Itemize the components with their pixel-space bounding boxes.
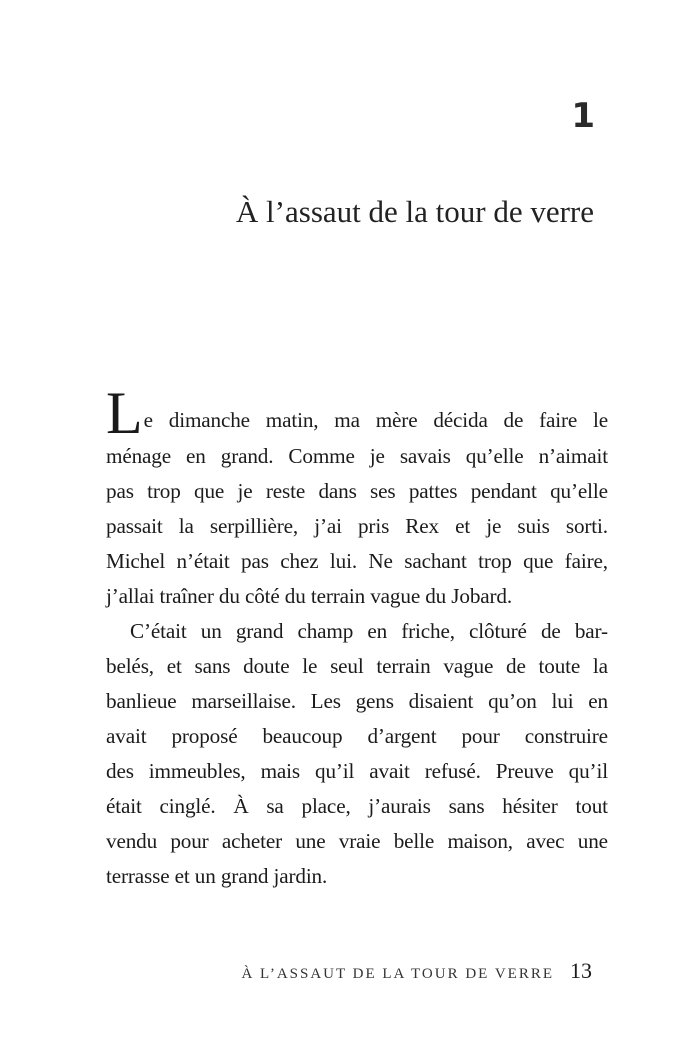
word: qu’il xyxy=(315,759,355,783)
word: serpillière, xyxy=(209,514,299,538)
word: n’aimait xyxy=(538,444,608,468)
text-line xyxy=(106,509,608,544)
text-line xyxy=(106,824,608,859)
word: qu’elle xyxy=(550,479,608,503)
word: j’ai xyxy=(314,514,342,538)
word: qu’elle xyxy=(465,444,524,468)
word: bar- xyxy=(574,619,608,643)
word: refusé. xyxy=(424,759,481,783)
text-line xyxy=(106,579,608,614)
text-line xyxy=(106,754,608,789)
word: grand xyxy=(235,619,284,643)
word: pris xyxy=(357,514,390,538)
word: pattes xyxy=(408,479,458,503)
word: sachant xyxy=(404,549,467,573)
word: et xyxy=(455,514,471,538)
word: sa xyxy=(266,794,284,818)
text-line xyxy=(144,403,608,438)
word: proposé xyxy=(171,724,238,748)
text-line xyxy=(106,614,608,649)
word: le xyxy=(302,654,318,678)
word: beaucoup xyxy=(262,724,343,748)
word: mère xyxy=(375,408,418,432)
word: une xyxy=(295,829,326,853)
word: en xyxy=(186,444,206,468)
word: était xyxy=(106,794,142,818)
running-footer xyxy=(241,958,592,984)
running-title: À L’ASSAUT DE LA TOUR DE VERRE xyxy=(241,966,554,982)
word: grand xyxy=(220,864,274,888)
word: vraie xyxy=(338,829,381,853)
word: jardin. xyxy=(273,864,328,888)
text-line xyxy=(106,789,608,824)
word: ma xyxy=(334,408,360,432)
word: suis xyxy=(517,514,550,538)
word: immeubles, xyxy=(148,759,246,783)
word: du xyxy=(218,584,245,608)
word: sans xyxy=(194,654,231,678)
word: Ne xyxy=(368,549,393,573)
word: Preuve xyxy=(495,759,554,783)
text-line xyxy=(106,719,608,754)
word: je xyxy=(237,479,253,503)
word: la xyxy=(592,654,608,678)
word: maison, xyxy=(447,829,513,853)
word: avait xyxy=(369,759,410,783)
word: qu’il xyxy=(568,759,608,783)
word: toute xyxy=(538,654,581,678)
word: de xyxy=(506,654,526,678)
word: pas xyxy=(241,549,269,573)
word: Les xyxy=(310,689,341,713)
word: chez xyxy=(280,549,319,573)
page-number: 13 xyxy=(570,958,592,983)
word: clôturé xyxy=(469,619,527,643)
word: de xyxy=(503,408,524,432)
word: que xyxy=(523,549,554,573)
word: lui. xyxy=(329,549,357,573)
word: qu’on xyxy=(488,689,537,713)
word: dimanche xyxy=(168,408,250,432)
word: disaient xyxy=(408,689,474,713)
word: j’allai xyxy=(106,584,160,608)
word: vague xyxy=(443,654,494,678)
word: en xyxy=(588,689,608,713)
word: sans xyxy=(448,794,485,818)
word: marseillaise. xyxy=(191,689,296,713)
word: terrain xyxy=(310,584,371,608)
text-line xyxy=(106,439,608,474)
word: j’aurais xyxy=(368,794,431,818)
word: mais xyxy=(260,759,300,783)
word: terrasse xyxy=(106,864,175,888)
word: Rex xyxy=(405,514,439,538)
word: décida xyxy=(433,408,488,432)
word: ses xyxy=(370,479,396,503)
word: Jobard. xyxy=(451,584,513,608)
word: et xyxy=(166,654,182,678)
word: seul xyxy=(330,654,364,678)
word: gens xyxy=(355,689,394,713)
word: hésiter xyxy=(502,794,558,818)
word: passait xyxy=(106,514,163,538)
word: je xyxy=(369,444,385,468)
word: pendant xyxy=(470,479,537,503)
word: la xyxy=(178,514,194,538)
word: d’argent xyxy=(367,724,437,748)
word: lui xyxy=(551,689,574,713)
word: friche, xyxy=(401,619,455,643)
word: matin, xyxy=(265,408,319,432)
text-line xyxy=(106,474,608,509)
word: une xyxy=(577,829,608,853)
word: du xyxy=(425,584,452,608)
word: belés, xyxy=(106,654,154,678)
word: faire, xyxy=(564,549,608,573)
word: champ xyxy=(297,619,354,643)
text-line xyxy=(106,684,608,719)
drop-cap: L xyxy=(106,380,143,446)
word: Comme xyxy=(288,444,355,468)
word: un xyxy=(194,864,221,888)
word: de xyxy=(540,619,561,643)
word: du xyxy=(284,584,311,608)
word: des xyxy=(106,759,134,783)
word: que xyxy=(194,479,225,503)
word: terrain xyxy=(376,654,431,678)
word: avait xyxy=(106,724,147,748)
word: banlieue xyxy=(106,689,177,713)
word: le xyxy=(593,408,608,432)
word: pour xyxy=(461,724,500,748)
word: n’était xyxy=(176,549,230,573)
word: ménage xyxy=(106,444,171,468)
word: pas xyxy=(106,479,134,503)
first-line xyxy=(106,380,608,446)
body-text xyxy=(106,380,608,894)
word: un xyxy=(200,619,222,643)
word: e xyxy=(143,408,153,432)
word: tout xyxy=(575,794,608,818)
word: place, xyxy=(301,794,351,818)
word: À xyxy=(233,794,249,818)
word: vague xyxy=(370,584,426,608)
word: C’était xyxy=(130,619,187,643)
word: savais xyxy=(399,444,451,468)
word: avec xyxy=(526,829,565,853)
chapter-title: À l’assaut de la tour de verre xyxy=(235,194,594,229)
word: cinglé. xyxy=(159,794,216,818)
word: acheter xyxy=(221,829,283,853)
word: trop xyxy=(478,549,512,573)
word: pour xyxy=(170,829,209,853)
word: belle xyxy=(393,829,435,853)
word: grand. xyxy=(220,444,274,468)
text-line xyxy=(106,649,608,684)
word: faire xyxy=(539,408,578,432)
word: trop xyxy=(147,479,181,503)
word: doute xyxy=(243,654,290,678)
word: dans xyxy=(318,479,357,503)
word: sorti. xyxy=(565,514,608,538)
word: construire xyxy=(524,724,608,748)
word: reste xyxy=(265,479,306,503)
word: Michel xyxy=(106,549,166,573)
word: traîner xyxy=(159,584,219,608)
text-line xyxy=(106,859,608,894)
word: en xyxy=(367,619,388,643)
word: vendu xyxy=(106,829,158,853)
word: je xyxy=(486,514,502,538)
chapter-number: 1 xyxy=(571,96,594,136)
text-line xyxy=(106,544,608,579)
word: côté xyxy=(244,584,285,608)
word: et xyxy=(174,864,195,888)
